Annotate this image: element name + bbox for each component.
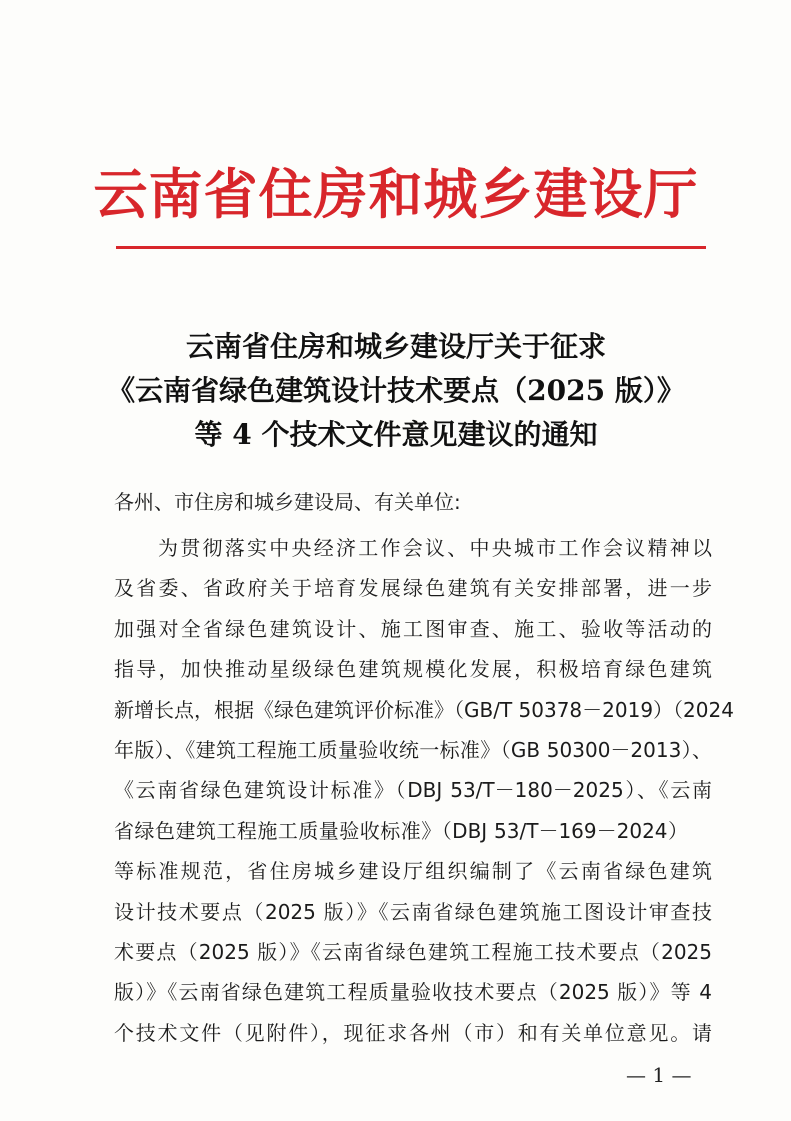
title-line-1: 云南省住房和城乡建设厅关于征求 xyxy=(185,330,606,363)
salutation: 各州、市住房和城乡建设局、有关单位: xyxy=(114,490,461,514)
body-line: 等标准规范，省住房城乡建设厅组织编制了《云南省绿色建筑 xyxy=(114,859,712,883)
title-line-2: 《云南省绿色建筑设计技术要点（2025 版）》 xyxy=(107,374,685,407)
body-line: 指导，加快推动星级绿色建筑规模化发展，积极培育绿色建筑 xyxy=(114,657,712,681)
title-line-3: 等 4 个技术文件意见建议的通知 xyxy=(194,418,598,451)
body-line: 为贯彻落实中央经济工作会议、中央城市工作会议精神以 xyxy=(158,536,712,560)
body-line: 术要点（2025 版）》《云南省绿色建筑工程施工技术要点（2025 xyxy=(114,940,712,964)
body-line: 省绿色建筑工程施工质量验收标准》（DBJ 53/T－169－2024） xyxy=(114,819,688,843)
body-line: 设计技术要点（2025 版）》《云南省绿色建筑施工图设计审查技 xyxy=(114,900,712,924)
body-line: 新增长点，根据《绿色建筑评价标准》（GB/T 50378－2019）（2024 xyxy=(114,698,734,722)
body-line: 及省委、省政府关于培育发展绿色建筑有关安排部署，进一步 xyxy=(114,576,712,600)
page-number: — 1 — xyxy=(626,1063,692,1087)
body-line: 加强对全省绿色建筑设计、施工图审查、施工、验收等活动的 xyxy=(114,617,712,641)
body-line: 年版）、《建筑工程施工质量验收统一标准》（GB 50300－2013）、 xyxy=(114,738,712,762)
body-line: 版）》《云南省绿色建筑工程质量验收技术要点（2025 版）》等 4 xyxy=(114,980,712,1004)
issuer-masthead: 云南省住房和城乡建设厅 xyxy=(93,162,699,226)
body-line: 个技术文件（见附件），现征求各州（市）和有关单位意见。请 xyxy=(114,1021,712,1045)
red-separator-line xyxy=(116,246,706,249)
body-line: 《云南省绿色建筑设计标准》（DBJ 53/T－180－2025）、《云南 xyxy=(114,778,712,802)
document-title xyxy=(60,325,732,457)
